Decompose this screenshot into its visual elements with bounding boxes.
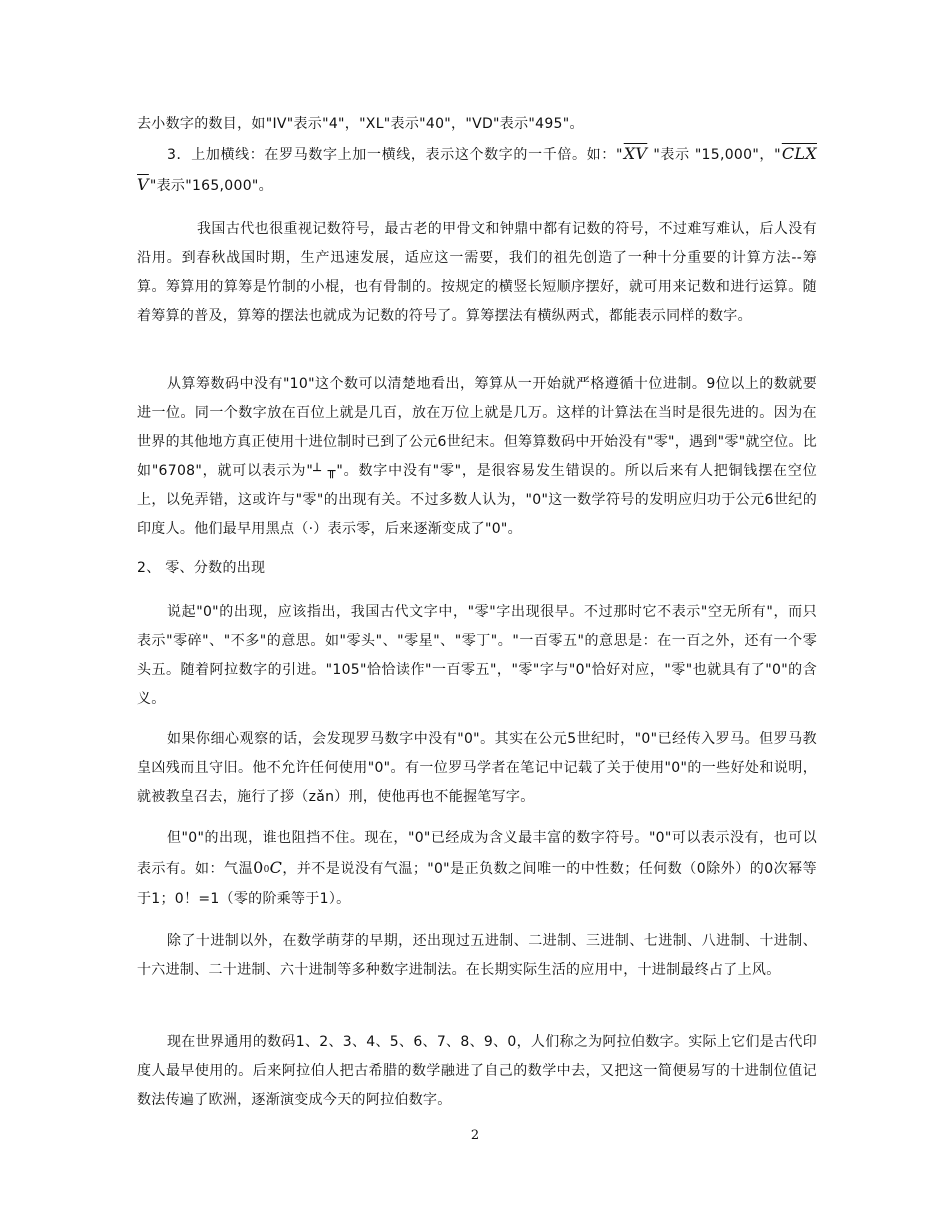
paragraph-zero-meaning (137, 598, 817, 714)
paragraph-arabic-numerals (137, 1028, 817, 1115)
paragraph-text: "。数字中没有"零"，是很容易发生错误的。所以后来有人把铜钱摆在空位上，以免弄错，这或许与"零"的出现有关。不过多数人认为，"0"这一数学符号的发明应归功于公元6世纪的印度人。他们最早用黑点（·）表示零，后来逐渐变成了"0"。 (137, 463, 817, 537)
paragraph-text: 说起"0"的出现，应该指出，我国古代文字中，"零"字出现很早。不过那时它不表示"空无所有"，而只表示"零碎"、"不多"的意思。如"零头"、"零星"、"零丁"。"一百零五"的意思是：在一百之外，还有一个零头五。随着阿拉数字的引进。"105"恰恰读作"一百零五"，"零"字与"0"恰好对应，"零"也就具有了"0"的含义。 (137, 604, 817, 707)
paragraph-roman-subtraction (137, 110, 817, 139)
paragraph-text: "表示 "15,000"，" (648, 147, 781, 163)
paragraph-text: 但"0"的出现，谁也阻挡不住。现在，"0"已经成为含义最丰富的数字符号。"0"可以表示没有，也可以表示有。如：气温 (137, 830, 817, 877)
paragraph-number-bases (137, 927, 817, 985)
celsius-unit: C (269, 858, 283, 877)
paragraph-text: ，并不是说没有气温；"0"是正负数之间唯一的中性数；任何数（0除外）的0次幂等于1；0！=1（零的阶乘等于1）。 (137, 861, 817, 907)
paragraph-text: 如果你细心观察的话，会发现罗马数字中没有"0"。其实在公元5世纪时，"0"已经传入罗马。但罗马教皇凶残而且守旧。他不允许任何使用"0"。有一位罗马学者在笔记中记载了关于使用"0"的一些好处和说明，就被教皇召去，施行了拶（zǎn）刑，使他再也不能握笔写字。 (137, 731, 817, 805)
temperature-expression (253, 858, 283, 877)
counting-rod-numeral: ┴ ╥ (313, 464, 337, 479)
paragraph-text: 3．上加横线：在罗马数字上加一横线，表示这个数字的一千倍。如：" (167, 147, 623, 163)
paragraph-text: "表示"165,000"。 (149, 178, 273, 194)
paragraph-text: 从算筹数码中没有"10"这个数可以清楚地看出，筹算从一开始就严格遵循十位进制。9位以上的数就要进一位。同一个数字放在百位上就是几百，放在万位上就是几万。这样的计算法在当时是很先进的。因为在世界的其他地方真正使用十进位制时已到了公元6世纪末。但筹算数码中开始没有"零"，遇到"零"就空位。比如"6708"，就可以表示为" (137, 376, 817, 479)
paragraph-roman-zero (137, 725, 817, 812)
overline-numeral-clxv: CLXV (137, 144, 817, 194)
page-number: 2 (470, 1128, 480, 1143)
paragraph-text: 我国古代也很重视记数符号，最古老的甲骨文和钟鼎中都有记数的符号，不过难写难认，后人没有沿用。到春秋战国时期，生产迅速发展，适应这一需要，我们的祖先创造了一种十分重要的计算方法--筹算。筹算用的算筹是竹制的小棍，也有骨制的。按规定的横竖长短顺序摆好，就可用来记数和进行运算。随着筹算的普及，算筹的摆法也就成为记数的符号了。算筹摆法有横纵两式，都能表示同样的数字。 (137, 221, 817, 324)
paragraph-text: 现在世界通用的数码1、2、3、4、5、6、7、8、9、0，人们称之为阿拉伯数字。实际上它们是古代印度人最早使用的。后来阿拉伯人把古希腊的数学融进了自己的数学中去，又把这一简便易写的十进制位值记数法传遍了欧洲，逐渐演变成今天的阿拉伯数字。 (137, 1034, 817, 1108)
degree-sign: 0 (263, 865, 270, 875)
paragraph-roman-overline (137, 139, 817, 201)
paragraph-counting-rods (137, 215, 817, 331)
paragraph-zero-significance (137, 824, 817, 914)
temperature-value: 0 (253, 858, 264, 877)
paragraph-decimal-system (137, 370, 817, 544)
paragraph-text: 去小数字的数目，如"IV"表示"4"，"XL"表示"40"，"VD"表示"495"。 (137, 116, 584, 132)
section-heading: 2、 零、分数的出现 (137, 560, 266, 576)
paragraph-text: 除了十进制以外，在数学萌芽的早期，还出现过五进制、二进制、三进制、七进制、八进制、十进制、十六进制、二十进制、六十进制等多种数字进制法。在长期实际生活的应用中，十进制最终占了上风。 (137, 933, 817, 978)
overline-numeral-xv: $\overline{XV}$ (623, 144, 648, 163)
